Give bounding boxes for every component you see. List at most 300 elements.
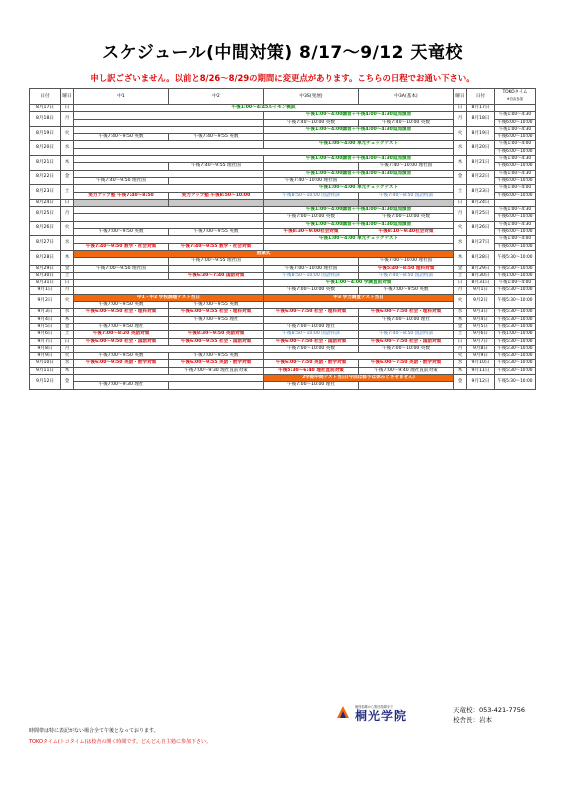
- schedule-cell: 午後7:40～9:55 英数: [169, 134, 264, 141]
- row-date-right: 9月10日: [467, 360, 495, 367]
- row-date: 9月3日: [30, 309, 61, 316]
- header-toko: [495, 89, 536, 105]
- schedule-cell: 午後7:00～10:00 理社: [264, 323, 359, 330]
- schedule-cell: [169, 382, 264, 389]
- header-c3s: 中3S(発展): [264, 89, 359, 105]
- school-info: [453, 705, 525, 725]
- schedule-cell: 午後7:00～9:55 英数: [169, 353, 264, 360]
- schedule-cell: 午後7:00～10:00 理社: [359, 316, 454, 323]
- row-dow-right: 月: [454, 287, 467, 294]
- schedule-cell: 午後6:00～7:50 社会・理科対策: [359, 309, 454, 316]
- row-date: 9月11日: [30, 367, 61, 374]
- header-date: 日付: [30, 89, 61, 105]
- row-dow: 月: [61, 112, 74, 127]
- toko-time: 午後6:00～10:00: [495, 243, 536, 250]
- row-dow-right: 日: [454, 199, 467, 206]
- toko-time: 午後1:00～10:00: [495, 272, 536, 279]
- schedule-cell: 午後7:00～10:00 理社: [264, 382, 359, 389]
- schedule-cell: 午後6:00～9:55 社会・国語対策: [169, 338, 264, 345]
- row-dow-right: 日: [454, 105, 467, 112]
- toko-time: 午後1:00～4:30: [495, 221, 536, 228]
- schedule-row: [30, 199, 536, 206]
- toko-time: 午後5:30～10:00: [495, 250, 536, 265]
- schedule-cell: 午後7:00～8:20 英語対策: [74, 331, 169, 338]
- schedule-row: [30, 331, 536, 338]
- row-dow-right: 木: [454, 156, 467, 171]
- row-date-right: 8月29日: [467, 265, 495, 272]
- schedule-cell: 午後7:40～9:50 英数: [74, 134, 169, 141]
- row-dow: 土: [61, 272, 74, 279]
- schedule-cell: [74, 367, 169, 374]
- schedule-cell: [74, 141, 264, 148]
- row-dow: 金: [61, 170, 74, 185]
- header-c2: 中2: [169, 89, 264, 105]
- row-date: 8月29日: [30, 265, 61, 272]
- row-date: 9月8日: [30, 345, 61, 352]
- schedule-cell: 午後7:40～8:50 国語特訓: [359, 192, 454, 199]
- row-date-right: 8月20日: [467, 141, 495, 156]
- row-date: 8月23日: [30, 185, 61, 200]
- footer-note-2: TOKOタイム(トコタイム)は校舎の開く時間です。どんどん自主勉に参加下さい。: [29, 739, 212, 745]
- schedule-cell: 午後7:00～9:30 理社直前対策: [169, 367, 264, 374]
- schedule-cell: [74, 170, 264, 177]
- schedule-cell: 午後7:00～10:00 英数: [264, 345, 359, 352]
- schedule-cell: 午後6:00～9:50 社会・理科対策: [74, 309, 169, 316]
- toko-time: 午後5:30～10:00: [495, 374, 536, 389]
- schedule-cell: 午後7:00～9:55 英数: [169, 229, 264, 236]
- header-dow: 曜日: [61, 89, 74, 105]
- schedule-cell: [74, 345, 264, 352]
- logo-name: 桐光学院: [355, 709, 408, 723]
- schedule-cell: 午後1:00～4:00講習＋午後4:00～4:30追加演習: [264, 126, 454, 133]
- row-date-right: 8月18日: [467, 112, 495, 127]
- schedule-row: [30, 323, 536, 330]
- school-manager: 校舎長：岩本: [453, 716, 492, 724]
- row-date-right: 8月28日: [467, 250, 495, 265]
- row-date: 9月10日: [30, 360, 61, 367]
- schedule-cell: 午後7:00～10:00 英数: [264, 214, 359, 221]
- schedule-cell: 午後7:00～10:00 英数: [264, 287, 359, 294]
- schedule-table: [29, 88, 536, 390]
- row-date-right: 8月21日: [467, 156, 495, 171]
- row-dow: 日: [61, 280, 74, 287]
- toko-time: 午後5:30～10:00: [495, 367, 536, 374]
- schedule-row: [30, 309, 536, 316]
- page-title: スケジュール(中間対策) 8/17～9/12 天竜校: [102, 43, 463, 63]
- row-date-right: 8月23日: [467, 185, 495, 200]
- schedule-row: [30, 316, 536, 323]
- toko-time: 午後6:00～10:00: [495, 148, 536, 155]
- row-date-right: 9月5日: [467, 323, 495, 330]
- schedule-cell: [359, 177, 454, 184]
- row-date: 8月17日: [30, 105, 61, 112]
- schedule-cell: 午後5:30～6:40 理社直前対策: [264, 367, 359, 374]
- row-date: 9月6日: [30, 331, 61, 338]
- schedule-cell: [264, 258, 359, 265]
- schedule-cell: [74, 148, 454, 155]
- row-dow: 火: [61, 294, 74, 309]
- toko-time: [495, 105, 536, 112]
- schedule-cell: 午後7:00～9:50 英数: [74, 229, 169, 236]
- row-dow-right: 火: [454, 221, 467, 236]
- row-date-right: 8月26日: [467, 221, 495, 236]
- school-phone: 天竜校：053-421-7756: [453, 706, 526, 714]
- row-dow: 土: [61, 331, 74, 338]
- schedule-cell: [264, 302, 454, 309]
- schedule-cell: 午後8:10～9:40社会対策: [359, 229, 454, 236]
- row-date-right: 9月9日: [467, 353, 495, 360]
- schedule-cell: 午後8:30～9:00社会対策: [264, 229, 359, 236]
- row-dow: 水: [61, 360, 74, 367]
- schedule-cell: [74, 236, 264, 243]
- schedule-cell: [74, 316, 169, 323]
- schedule-cell: 午後7:40～10:00 理社国: [359, 163, 454, 170]
- row-dow: 月: [61, 287, 74, 294]
- row-date-right: 8月24日: [467, 199, 495, 206]
- row-dow: 水: [61, 309, 74, 316]
- toko-time: 午後6:00～10:00: [495, 177, 536, 184]
- row-dow: 土: [61, 185, 74, 200]
- schedule-row: [30, 221, 536, 228]
- row-date: 9月9日: [30, 353, 61, 360]
- row-date-right: 9月4日: [467, 316, 495, 323]
- schedule-cell: [264, 243, 454, 250]
- header-dow-right: 曜日: [454, 89, 467, 105]
- schedule-cell: 午後6:00～9:55 英語・数学対策: [169, 360, 264, 367]
- row-date-right: 9月2日: [467, 294, 495, 309]
- schedule-cell: [74, 199, 169, 206]
- row-date-right: 8月22日: [467, 170, 495, 185]
- row-date-right: 9月8日: [467, 345, 495, 352]
- school-logo: [335, 703, 445, 723]
- schedule-cell: 午後7:00～9:40 理社直前対策: [359, 367, 454, 374]
- schedule-row: [30, 141, 536, 148]
- schedule-cell: 午後1:00～4:00 単元チェックテスト: [264, 141, 454, 148]
- schedule-cell: 午後6:00～7:50 英語・数学対策: [359, 360, 454, 367]
- toko-time: 午後6:00～10:00: [495, 119, 536, 126]
- schedule-cell: 午後7:00～9:30 理社: [74, 382, 169, 389]
- schedule-cell: 午後6:00～7:50 社会・国語対策: [359, 338, 454, 345]
- schedule-cell: 午後6:00～9:50 英語・数学対策: [74, 360, 169, 367]
- row-date: 8月28日: [30, 250, 61, 265]
- schedule-cell: 午後7:00～10:00 英数: [359, 345, 454, 352]
- schedule-cell: [74, 163, 169, 170]
- row-date-right: 9月1日: [467, 287, 495, 294]
- schedule-cell: 午後7:40～9:50 数学・社会対策: [74, 243, 169, 250]
- schedule-row: [30, 353, 536, 360]
- schedule-cell: 午後7:40～10:00 英数: [359, 119, 454, 126]
- schedule-cell: [169, 199, 264, 206]
- row-date: 9月7日: [30, 338, 61, 345]
- row-dow: 金: [61, 323, 74, 330]
- schedule-cell: [74, 221, 264, 228]
- schedule-row: [30, 170, 536, 177]
- toko-time: 午後1:00～4:30: [495, 207, 536, 214]
- schedule-cell: 午後7:40～10:00 英数: [264, 119, 359, 126]
- schedule-body: [30, 105, 536, 390]
- row-dow: 水: [61, 141, 74, 156]
- schedule-cell: 実力アップ塾 午後7:40～8:50: [74, 192, 169, 199]
- schedule-row: [30, 287, 536, 294]
- schedule-cell: 午後7:00～10:00 英数: [359, 214, 454, 221]
- schedule-cell: 午後7:00～10:00 理社国: [359, 258, 454, 265]
- toko-time: 午後6:00～10:00: [495, 214, 536, 221]
- row-date-right: 9月11日: [467, 367, 495, 374]
- toko-time: 午後5:30～10:00: [495, 338, 536, 345]
- schedule-row: [30, 374, 536, 381]
- row-dow-right: 水: [454, 236, 467, 251]
- row-dow-right: 金: [454, 170, 467, 185]
- row-date: 8月21日: [30, 156, 61, 171]
- toko-time: 午後5:30～10:00: [495, 294, 536, 309]
- schedule-cell: 午後1:00～4:00 単元チェックテスト: [264, 185, 454, 192]
- row-dow: 木: [61, 316, 74, 323]
- schedule-cell: 中1・中2 学校課題テスト当日: [74, 294, 264, 301]
- row-dow-right: 金: [454, 265, 467, 272]
- schedule-cell: 午後6:30～7:40 国語対策: [169, 272, 264, 279]
- schedule-cell: [359, 323, 454, 330]
- row-date: 8月18日: [30, 112, 61, 127]
- schedule-cell: 午後6:00～7:50 社会・理科対策: [264, 309, 359, 316]
- row-date-right: 8月30日: [467, 272, 495, 279]
- schedule-row: [30, 345, 536, 352]
- schedule-cell: [74, 214, 264, 221]
- schedule-cell: 午後5:40～8:50 理科対策: [359, 265, 454, 272]
- row-date: 9月2日: [30, 294, 61, 309]
- schedule-row: [30, 126, 536, 133]
- row-dow-right: 土: [454, 331, 467, 338]
- toko-time: 午後6:00～10:00: [495, 192, 536, 199]
- header-row: [30, 89, 536, 105]
- header-date-right: 日付: [467, 89, 495, 105]
- logo-mark-icon: [335, 704, 351, 720]
- schedule-cell: 午後8:50～10:00 国語特訓: [264, 192, 359, 199]
- logo-tagline: 個別指導から集団指導まで: [355, 705, 394, 709]
- row-date: 8月20日: [30, 141, 61, 156]
- schedule-cell: 午後6:00～7:50 社会・国語対策: [264, 338, 359, 345]
- schedule-cell: 中3 学力調査テスト当日: [264, 294, 454, 301]
- toko-time: 午後1:00～4:30: [495, 126, 536, 133]
- toko-time: 午後1:00～4:30: [495, 112, 536, 119]
- schedule-cell: 始業式: [74, 250, 454, 257]
- schedule-row: [30, 185, 536, 192]
- row-date: 9月4日: [30, 316, 61, 323]
- schedule-cell: 午後8:30～9:50 英語対策: [169, 331, 264, 338]
- row-date-right: 8月19日: [467, 126, 495, 141]
- schedule-cell: [264, 163, 359, 170]
- row-dow-right: 日: [454, 338, 467, 345]
- schedule-row: [30, 250, 536, 257]
- schedule-cell: 午後1:00～4:00講習＋午後4:00～4:30追加演習: [264, 221, 454, 228]
- toko-time: 午後6:00～10:00: [495, 163, 536, 170]
- row-dow: 火: [61, 353, 74, 360]
- toko-time: 午後5:30～10:00: [495, 265, 536, 272]
- schedule-row: [30, 156, 536, 163]
- toko-time: 午後6:00～10:00: [495, 229, 536, 236]
- change-notice: 申し訳ございません。以前と8/26～8/29の期間に変更点があります。こちらの日程でお通い下さい。: [90, 73, 475, 83]
- row-dow: 火: [61, 221, 74, 236]
- schedule-cell: 午後7:00～9:55 英数: [169, 302, 264, 309]
- row-dow-right: 木: [454, 250, 467, 265]
- schedule-cell: [74, 272, 169, 279]
- toko-time: 午後1:00～4:00: [495, 141, 536, 148]
- schedule-row: [30, 112, 536, 119]
- schedule-cell: 午後6:00～9:55 社会・理科対策: [169, 309, 264, 316]
- schedule-cell: 午後7:40～9:55 理社国: [169, 163, 264, 170]
- row-date: 8月26日: [30, 221, 61, 236]
- schedule-cell: [74, 374, 264, 381]
- schedule-cell: [169, 323, 264, 330]
- schedule-cell: [74, 280, 264, 287]
- toko-time: 午後5:30～10:00: [495, 323, 536, 330]
- row-dow: 金: [61, 374, 74, 389]
- schedule-cell: 午後1:00～4:00 単元チェックテスト: [264, 236, 454, 243]
- row-date-right: 8月25日: [467, 207, 495, 222]
- row-date: 8月25日: [30, 207, 61, 222]
- toko-time: 午後1:00～10:00: [495, 331, 536, 338]
- schedule-cell: 午後7:00～9:50 理社: [74, 323, 169, 330]
- schedule-row: [30, 280, 536, 287]
- row-date-right: 8月17日: [467, 105, 495, 112]
- row-dow-right: 火: [454, 126, 467, 141]
- toko-time: 午後5:30～10:00: [495, 353, 536, 360]
- schedule-cell: 実力アップ塾 午後8:50～10:00: [169, 192, 264, 199]
- row-dow: 日: [61, 338, 74, 345]
- schedule-cell: [264, 134, 454, 141]
- row-dow: 火: [61, 126, 74, 141]
- row-dow-right: 月: [454, 345, 467, 352]
- schedule-cell: 午後7:00～9:50 理社国: [74, 265, 169, 272]
- schedule-row: [30, 265, 536, 272]
- schedule-cell: [74, 156, 264, 163]
- schedule-row: [30, 272, 536, 279]
- schedule-row: [30, 105, 536, 112]
- row-date: 8月19日: [30, 126, 61, 141]
- toko-time: 午後6:00～10:00: [495, 134, 536, 141]
- row-date: 8月31日: [30, 280, 61, 287]
- schedule-cell: [169, 265, 264, 272]
- schedule-cell: [74, 287, 264, 294]
- schedule-cell: 午後6:00～7:50 英語・数学対策: [264, 360, 359, 367]
- row-dow-right: 月: [454, 112, 467, 127]
- row-dow: 日: [61, 105, 74, 112]
- row-dow-right: 水: [454, 141, 467, 156]
- schedule-cell: [74, 126, 264, 133]
- schedule-cell: 午後7:00～9:50 英数: [74, 302, 169, 309]
- schedule-cell: 午後7:00～9:55 理社国: [169, 258, 264, 265]
- row-dow: 水: [61, 236, 74, 251]
- schedule-cell: 午後1:00～4:00講習＋午後4:00～4:30追加演習: [264, 170, 454, 177]
- row-dow: 月: [61, 207, 74, 222]
- row-dow-right: 日: [454, 280, 467, 287]
- schedule-cell: 午後7:00～10:00 理社国: [264, 265, 359, 272]
- schedule-cell: [359, 382, 454, 389]
- row-dow-right: 水: [454, 360, 467, 367]
- toko-time: 午後5:30～10:00: [495, 316, 536, 323]
- schedule-row: [30, 207, 536, 214]
- schedule-cell: 午後6:00～9:50 社会・国語対策: [74, 338, 169, 345]
- schedule-cell: [74, 112, 264, 119]
- schedule-row: [30, 367, 536, 374]
- schedule-cell: 午後7:00～9:50 英数: [359, 287, 454, 294]
- toko-time: 午後1:00～4:30: [495, 156, 536, 163]
- schedule-cell: 午後1:00～4:45ルイモン模試: [74, 105, 454, 112]
- schedule-cell: [74, 207, 264, 214]
- schedule-cell: 午後7:40～8:50 国語特訓: [359, 331, 454, 338]
- row-dow: 日: [61, 199, 74, 206]
- schedule-row: [30, 360, 536, 367]
- toko-time: 午後1:00～4:00: [495, 280, 536, 287]
- header-c3a: 中3A(基本): [359, 89, 454, 105]
- schedule-cell: 午後7:00～9:50 英数: [74, 353, 169, 360]
- toko-time: 午後1:00～4:00: [495, 236, 536, 243]
- schedule-cell: 午後1:00～4:00 学調直前対策: [264, 280, 454, 287]
- row-dow-right: 土: [454, 272, 467, 279]
- toko-time: 午後5:30～10:00: [495, 287, 536, 294]
- toko-time: 午後1:00～4:30: [495, 170, 536, 177]
- row-date: 8月30日: [30, 272, 61, 279]
- row-dow-right: 火: [454, 353, 467, 360]
- row-date-right: 9月6日: [467, 331, 495, 338]
- row-dow-right: 金: [454, 323, 467, 330]
- row-dow-right: 木: [454, 367, 467, 374]
- schedule-cell: 午後7:00～9:55 理社: [169, 316, 264, 323]
- schedule-cell: [74, 185, 264, 192]
- row-date: 8月22日: [30, 170, 61, 185]
- schedule-cell: [264, 199, 359, 206]
- row-dow: 木: [61, 156, 74, 171]
- toko-time: [495, 199, 536, 206]
- row-dow-right: 土: [454, 185, 467, 200]
- schedule-row: [30, 338, 536, 345]
- row-date-right: 9月12日: [467, 374, 495, 389]
- schedule-cell: 2学期中間テスト当日(今回は都予は休みとさせません): [264, 374, 454, 381]
- row-date: 9月5日: [30, 323, 61, 330]
- row-dow-right: 火: [454, 294, 467, 309]
- row-date: 8月27日: [30, 236, 61, 251]
- schedule-cell: 午後1:00～4:00講習＋午後4:00～4:30追加演習: [264, 207, 454, 214]
- toko-time: 午後5:30～10:00: [495, 345, 536, 352]
- schedule-row: [30, 236, 536, 243]
- row-dow: 月: [61, 345, 74, 352]
- schedule-cell: [264, 353, 454, 360]
- schedule-cell: 午後1:00～4:00講習＋午後4:00～4:30追加演習: [264, 156, 454, 163]
- row-dow-right: 水: [454, 309, 467, 316]
- schedule-cell: [74, 258, 169, 265]
- row-dow-right: 木: [454, 316, 467, 323]
- row-date-right: 9月3日: [467, 309, 495, 316]
- toko-time: 午後5:30～10:00: [495, 309, 536, 316]
- toko-time: 午後5:30～10:00: [495, 360, 536, 367]
- row-date: 9月12日: [30, 374, 61, 389]
- schedule-cell: 午後1:00～4:00講習＋午後4:00～4:30追加演習: [264, 112, 454, 119]
- row-date-right: 8月27日: [467, 236, 495, 251]
- row-date: 8月24日: [30, 199, 61, 206]
- row-dow: 金: [61, 265, 74, 272]
- schedule-cell: [169, 177, 264, 184]
- row-date-right: 8月31日: [467, 280, 495, 287]
- schedule-cell: [264, 316, 359, 323]
- row-dow: 木: [61, 250, 74, 265]
- schedule-cell: 午後7:40～10:00 理社国: [264, 177, 359, 184]
- schedule-cell: 午後8:50～10:00 国語特訓: [264, 331, 359, 338]
- schedule-cell: 午後7:40～8:50 国語特訓: [359, 272, 454, 279]
- schedule-cell: 午後7:40～9:50 理社国: [74, 177, 169, 184]
- schedule-row: [30, 294, 536, 301]
- schedule-cell: 午後7:40～9:55 数学・社会対策: [169, 243, 264, 250]
- row-dow-right: 月: [454, 207, 467, 222]
- schedule-cell: [359, 199, 454, 206]
